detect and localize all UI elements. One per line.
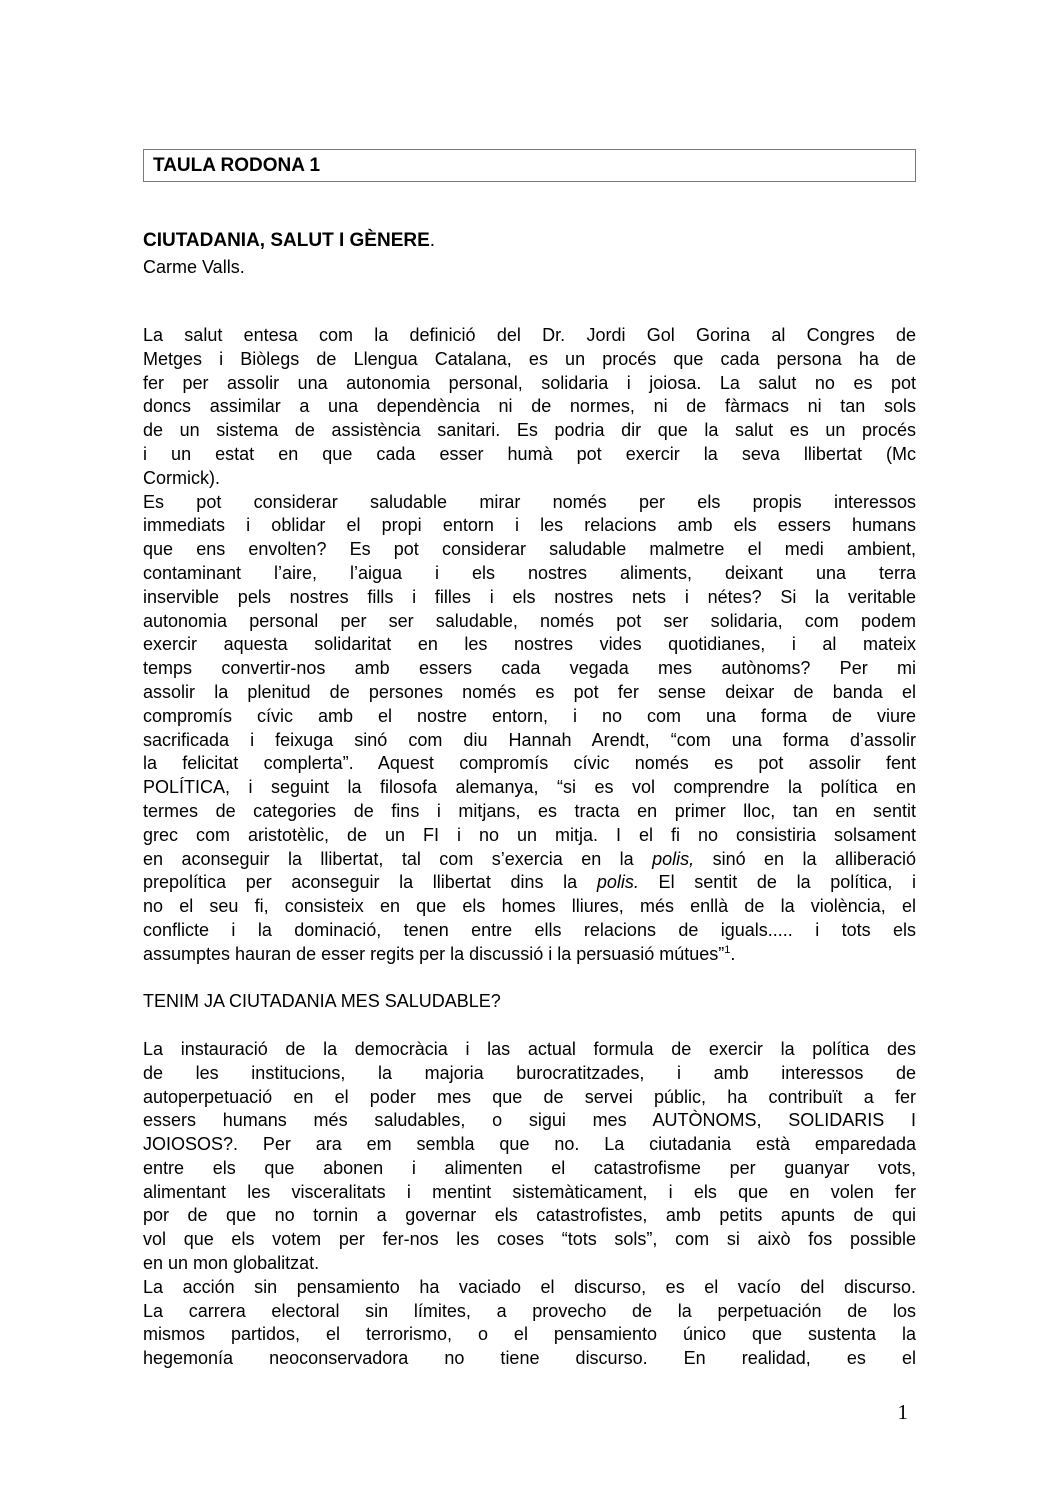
document-body [143, 324, 916, 1371]
title-period: . [429, 230, 436, 251]
text-line: en aconseguir la llibertat, tal com s’exercia en la polis, sinó en la alliberació [143, 848, 916, 869]
text-line: de les institucions, la majoria burocratitzades, i amb interessos de [143, 1062, 916, 1083]
text-line: POLÍTICA, i seguint la filosofa alemanya, “si es vol comprendre la política en [143, 777, 916, 798]
paragraph [143, 324, 916, 491]
page-number: 1 [897, 1400, 908, 1424]
text-line: prepolítica per aconseguir la llibertat dins la polis. El sentit de la política, i [143, 872, 916, 893]
text-line: La carrera electoral sin límites, a provecho de la perpetuación de los [143, 1300, 916, 1321]
text-line: immediats i oblidar el propi entorn i les relacions amb els essers humans [143, 515, 916, 536]
text-line: essers humans més saludables, o sigui mes AUTÒNOMS, SOLIDARIS I [143, 1110, 916, 1131]
text-line: doncs assimilar a una dependència ni de normes, ni de fàrmacs ni tan sols [143, 396, 916, 417]
text-line: i un estat en que cada esser humà pot exercir la seva llibertat (Mc [143, 443, 916, 464]
text-line: no el seu fi, consisteix en que els homes lliures, més enllà de la violència, el [143, 896, 916, 917]
text-line: en un mon globalitzat. [143, 1253, 320, 1274]
author: Carme Valls. [143, 257, 245, 277]
paragraph [143, 1276, 916, 1371]
text-line: La salut entesa com la definició del Dr. Jordi Gol Gorina al Congres de [143, 325, 916, 345]
header-box [143, 149, 916, 182]
text-line: conflicte i la dominació, tenen entre ells relacions de iguals..... i tots els [143, 919, 916, 940]
text-line: de un sistema de assistència sanitari. Es podria dir que la salut es un procés [143, 420, 916, 441]
text-line: JOIOSOS?. Per ara em sembla que no. La ciutadania està emparedada [143, 1134, 916, 1155]
text-line: assolir la plenitud de persones només es pot fer sense deixar de banda el [143, 681, 916, 702]
text-line: por de que no tornin a governar els catastrofistes, amb petits apunts de qui [143, 1205, 916, 1226]
text-line: hegemonía neoconservadora no tiene discurso. En realidad, es el [143, 1348, 916, 1369]
header-box-label: TAULA RODONA 1 [153, 155, 321, 176]
text-line: termes de categories de fins i mitjans, es tracta en primer lloc, tan en sentit [143, 800, 916, 821]
text-line: vol que els votem per fer-nos les coses “tots sols”, com si això fos possible [143, 1229, 916, 1250]
text-line: alimentant les visceralitats i mentint sistemàticament, i els que en volen fer [143, 1181, 916, 1202]
text-line: La acción sin pensamiento ha vaciado el discurso, es el vacío del discurso. [143, 1276, 916, 1297]
text-line: la felicitat complerta”. Aquest compromís cívic només es pot assolir fent [143, 753, 916, 774]
text-line: Cormick). [143, 467, 220, 488]
text-line: sacrificada i feixuga sinó com diu Hannah Arendt, “com una forma d’assolir [143, 729, 916, 750]
text-line: inservible pels nostres fills i filles i els nostres nets i nétes? Si la veritable [143, 586, 916, 607]
text-line: contaminant l’aire, l’aigua i els nostres aliments, deixant una terra [143, 562, 916, 583]
text-line: autonomia personal per ser saludable, només pot ser solidaria, com podem [143, 610, 916, 631]
document-title [143, 228, 916, 254]
text-line: entre els que abonen i alimenten el catastrofisme per guanyar vots, [143, 1157, 916, 1178]
text-line: Metges i Biòlegs de Llengua Catalana, es un procés que cada persona ha de [143, 348, 916, 369]
title-text: CIUTADANIA, SALUT I GÈNERE [143, 230, 430, 251]
text-line: assumptes hauran de esser regits per la discussió i la persuasió mútues”$^1$. [143, 943, 736, 964]
paragraph [143, 1038, 916, 1276]
paragraph [143, 491, 916, 967]
text-line: mismos partidos, el terrorismo, o el pensamiento único que sustenta la [143, 1324, 916, 1345]
section-heading: TENIM JA CIUTADANIA MES SALUDABLE? [143, 991, 501, 1012]
text-line: compromís cívic amb el nostre entorn, i no com una forma de viure [143, 705, 916, 726]
text-line: fer per assolir una autonomia personal, solidaria i joiosa. La salut no es pot [143, 372, 916, 393]
text-line: que ens envolten? Es pot considerar saludable malmetre el medi ambient, [143, 539, 916, 560]
text-line: exercir aquesta solidaritat en les nostres vides quotidianes, i al mateix [143, 634, 916, 655]
text-line: Es pot considerar saludable mirar només per els propis interessos [143, 491, 916, 512]
text-line: temps convertir-nos amb essers cada vegada mes autònoms? Per mi [143, 658, 916, 679]
text-line: grec com aristotèlic, de un FI i no un mitja. I el fi no consistiria solsament [143, 824, 916, 845]
text-line: autoperpetuació en el poder mes que de servei públic, ha contribuït a fer [143, 1086, 916, 1107]
text-line: La instauració de la democràcia i las actual formula de exercir la política des [143, 1038, 916, 1059]
